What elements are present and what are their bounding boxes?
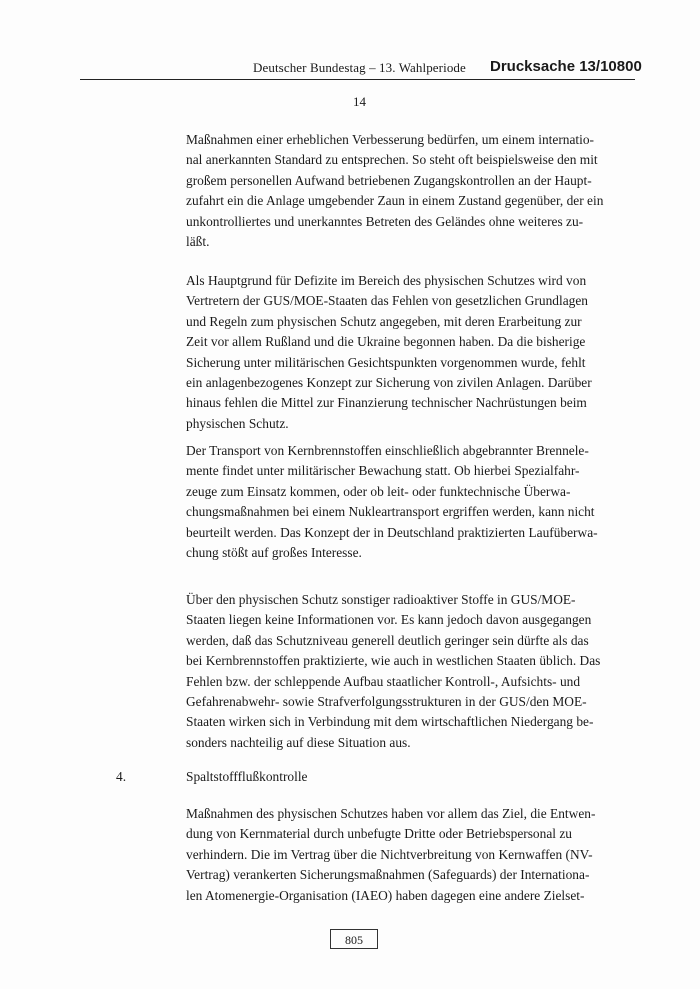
text-line: und Regeln zum physischen Schutz angegeben, mit deren Erarbeitung zur <box>186 313 582 329</box>
section-paragraph <box>186 804 598 906</box>
text-line: Staaten wirken sich in Verbindung mit dem wirtschaftlichen Niedergang be- <box>186 714 594 730</box>
text-line: Gefahrenabwehr- sowie Strafverfolgungsstrukturen in der GUS/den MOE- <box>186 694 587 710</box>
paragraph-1 <box>186 130 604 252</box>
section-number: 4. <box>116 769 127 784</box>
text-line: chungsmaßnahmen bei einem Nukleartransport ergriffen werden, kann nicht <box>186 504 595 520</box>
text-line: Der Transport von Kernbrennstoffen einschließlich abgebrannter Brennele- <box>186 443 589 458</box>
text-line: sonders nachteilig auf diese Situation aus. <box>186 734 411 750</box>
text-line: beurteilt werden. Das Konzept der in Deutschland praktizierten Laufüberwa- <box>186 524 598 540</box>
text-line: unkontrolliertes und unerkanntes Betreten des Geländes ohne weiteres zu- <box>186 213 584 229</box>
section-title: Spaltstoffflußkontrolle <box>186 769 308 784</box>
text-line: zufahrt ein die Anlage umgebender Zaun in einem Zustand gegenüber, der ein <box>186 193 604 209</box>
text-line: nal anerkannten Standard zu entsprechen. So steht oft beispielsweise den mit <box>186 152 598 168</box>
text-line: Als Hauptgrund für Defizite im Bereich des physischen Schutzes wird von <box>186 273 587 288</box>
paragraph-4 <box>186 590 601 753</box>
text-line: physischen Schutz. <box>186 415 289 431</box>
text-line: len Atomenergie-Organisation (IAEO) haben dagegen eine andere Zielset- <box>186 887 585 903</box>
text-line: Vertretern der GUS/MOE-Staaten das Fehlen von gesetzlichen Grundlagen <box>186 293 588 309</box>
text-line: dung von Kernmaterial durch unbefugte Dritte oder Betriebspersonal zu <box>186 826 572 842</box>
text-line: Fehlen bzw. der schleppende Aufbau staatlicher Kontroll-, Aufsichts- und <box>186 673 581 689</box>
header-source: Deutscher Bundestag – 13. Wahlperiode <box>253 60 466 75</box>
folio-number: 805 <box>330 929 378 949</box>
page-number: 14 <box>353 94 366 109</box>
text-line: Maßnahmen einer erheblichen Verbesserung bedürfen, um einem internatio- <box>186 132 595 147</box>
header-drucksache: Drucksache 13/10800 <box>490 58 642 75</box>
text-line: zeuge zum Einsatz kommen, oder ob leit- oder funktechnische Überwa- <box>186 483 571 499</box>
text-line: ein anlagenbezogenes Konzept zur Sicherung von zivilen Anlagen. Darüber <box>186 375 592 391</box>
text-line: läßt. <box>186 234 210 250</box>
paragraph-2 <box>186 271 598 434</box>
text-line: werden, daß das Schutzniveau generell deutlich geringer sein dürfte als das <box>186 632 589 648</box>
text-line: chung stößt auf großes Interesse. <box>186 545 362 561</box>
text-line: Vertrag) verankerten Sicherungsmaßnahmen (Safeguards) der Internationa- <box>186 867 590 883</box>
text-line: bei Kernbrennstoffen praktizierte, wie auch in westlichen Staaten üblich. Das <box>186 653 601 669</box>
text-line: Maßnahmen des physischen Schutzes haben vor allem das Ziel, die Entwen- <box>186 806 596 821</box>
paragraph-3 <box>186 441 598 563</box>
text-line: mente findet unter militärischer Bewachung statt. Ob hierbei Spezialfahr- <box>186 463 580 479</box>
header-rule <box>80 79 635 80</box>
text-line: Über den physischen Schutz sonstiger radioaktiver Stoffe in GUS/MOE- <box>186 592 576 607</box>
text-line: Staaten liegen keine Informationen vor. Es kann jedoch davon ausgegangen <box>186 612 592 628</box>
text-line: großem personellen Aufwand betriebenen Zugangskontrollen an der Haupt- <box>186 172 592 188</box>
text-line: Sicherung unter militärischen Gesichtspunkten vorgenommen wurde, fehlt <box>186 354 586 370</box>
text-line: Zeit vor allem Rußland und die Ukraine begonnen haben. Da die bisherige <box>186 334 586 350</box>
text-line: hinaus fehlen die Mittel zur Finanzierung technischer Nachrüstungen beim <box>186 395 587 411</box>
text-line: verhindern. Die im Vertrag über die Nichtverbreitung von Kernwaffen (NV- <box>186 846 593 862</box>
